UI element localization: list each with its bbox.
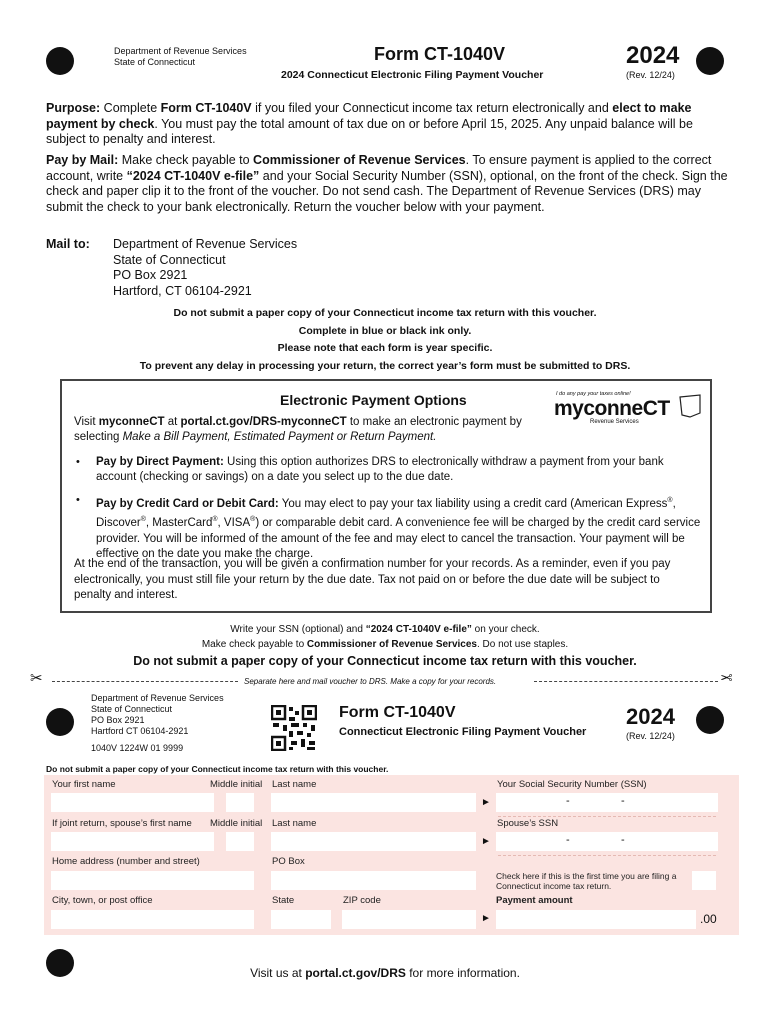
spouse-first-name-label: If joint return, spouse’s first name: [52, 818, 192, 829]
notices: [40, 305, 730, 375]
spouse-last-name-label: Last name: [272, 818, 317, 829]
pay-by-mail-label: Pay by Mail:: [46, 153, 119, 167]
arrow-icon: ►: [481, 797, 491, 808]
epo-end-paragraph: At the end of the transaction, you will be given a confirmation number for your records. As a reminder, even if you pay electronically, you must still file your return by the due date. Tax not paid on or before the due date will be subject to penalty and interest.: [74, 558, 671, 601]
header-dept: [114, 46, 247, 68]
cut-line-left: [52, 681, 238, 682]
registered-mark: ®: [250, 516, 256, 524]
footer-text: for more information.: [405, 966, 520, 980]
purpose-text: if you filed your Connecticut income tax return electronically and: [251, 101, 613, 115]
scissors-icon: ✂: [720, 670, 733, 687]
po-box-input[interactable]: [271, 871, 476, 890]
last-name-label: Last name: [272, 779, 317, 790]
separator-text: Separate here and mail voucher to DRS. Make a copy for your records.: [244, 677, 497, 686]
purpose-label: Purpose:: [46, 101, 101, 115]
home-address-input[interactable]: [51, 871, 254, 890]
check-note-text: . Do not use staples.: [476, 639, 569, 650]
spouse-ssn-label: Spouse’s SSN: [497, 818, 559, 829]
purpose-elect: elect to make payment by check: [46, 101, 692, 131]
mail-to-line: State of Connecticut: [113, 252, 226, 267]
form-title: Form CT-1040V: [374, 44, 506, 64]
registered-mark: ®: [667, 497, 673, 504]
epo-credit-card: [96, 493, 702, 563]
arrow-icon: ►: [481, 913, 491, 924]
punch-dot-voucher-left: [46, 708, 74, 736]
voucher-address-line: PO Box 2921: [91, 715, 145, 725]
bullet-dot: •: [76, 494, 80, 506]
ssn-label: Your Social Security Number (SSN): [497, 779, 647, 790]
credit-card-text: , Discover: [96, 497, 676, 530]
epo-options: Make a Bill Payment, Estimated Payment or Return Payment.: [122, 431, 437, 443]
pay-by-mail-text: Make check payable to: [118, 153, 254, 167]
payment-amount-label: Payment amount: [496, 895, 573, 906]
mail-to-address: [113, 237, 297, 299]
mail-to-label: Mail to:: [46, 237, 90, 251]
punch-dot-top-right: [696, 47, 724, 75]
purpose-paragraph: [46, 101, 728, 148]
spouse-first-name-input[interactable]: [51, 832, 214, 851]
registered-mark: ®: [212, 516, 218, 524]
mail-to-line: Hartford, CT 06104-2921: [113, 283, 252, 298]
credit-card-label: Pay by Credit Card or Debit Card:: [96, 497, 279, 510]
first-time-checkbox[interactable]: [692, 871, 716, 890]
bullet-dot: •: [76, 456, 80, 468]
notice-correct-year: To prevent any delay in processing your return, the correct year’s form must be submitted to DRS.: [139, 359, 631, 372]
scissors-icon: ✂: [30, 670, 43, 687]
direct-payment-label: Pay by Direct Payment:: [96, 456, 224, 468]
pay-by-mail-text: . To ensure payment is applied to the correct account, write: [46, 153, 712, 183]
mail-to-line: PO Box 2921: [113, 268, 188, 282]
form-subtitle: 2024 Connecticut Electronic Filing Payment Voucher: [281, 69, 544, 81]
voucher-rev: (Rev. 12/24): [626, 731, 675, 741]
state-input[interactable]: [271, 910, 331, 929]
electronic-payment-options-box: [60, 379, 712, 613]
myconnect-logo: [554, 391, 704, 427]
middle-initial-input[interactable]: [226, 793, 254, 812]
punch-dot-top-left: [46, 47, 74, 75]
epo-title: Electronic Payment Options: [280, 392, 467, 408]
zip-input[interactable]: [342, 910, 476, 929]
voucher-subtitle: Connecticut Electronic Filing Payment Voucher: [339, 726, 587, 738]
mail-to-line: Department of Revenue Services: [113, 237, 298, 251]
check-note-text: Write your SSN (optional) and: [230, 624, 366, 635]
city-input[interactable]: [51, 910, 254, 929]
po-box-label: PO Box: [272, 856, 305, 867]
check-note-text: Make check payable to: [201, 639, 307, 650]
voucher-address: [91, 693, 224, 737]
middle-initial-label: Middle initial: [210, 779, 263, 790]
logo-tagline: I do any pay your taxes online!: [556, 391, 631, 397]
footer-text: Visit us at: [250, 966, 306, 980]
efile-note: “2024 CT-1040V e-file”: [126, 168, 260, 183]
voucher-address-line: Department of Revenue Services: [91, 693, 224, 703]
city-label: City, town, or post office: [52, 895, 153, 906]
epo-myconnect: myconneCT: [98, 416, 165, 428]
purpose-text: Complete: [100, 101, 161, 115]
pay-by-mail-text: and your Social Security Number (SSN), optional, on the front of the check. Sign the check and paper clip it to the front of the voucher. Do not send cash. The Department of Revenue Services (DRS) may submit the check to your bank electronically. Return the voucher below with your payment.: [46, 168, 728, 214]
epo-portal-link[interactable]: portal.ct.gov/DRS-myconneCT: [180, 416, 347, 428]
state-label: State: [272, 895, 295, 906]
logo-subtitle: Revenue Services: [590, 419, 639, 425]
check-note-payable: [40, 639, 730, 650]
first-name-label: Your first name: [52, 779, 116, 790]
spouse-last-name-input[interactable]: [271, 832, 476, 851]
spouse-middle-initial-input[interactable]: [226, 832, 254, 851]
epo-intro-text: Visit: [74, 416, 99, 428]
zip-label: ZIP code: [343, 895, 381, 906]
registered-mark: ®: [140, 516, 146, 524]
check-note-no-paper: Do not submit a paper copy of your Connecticut income tax return with this voucher.: [133, 654, 637, 668]
notice-year-specific: Please note that each form is year specific.: [277, 342, 493, 354]
ssn-dash: -: [621, 795, 625, 807]
epo-intro-text: to make an electronic payment by selecting: [74, 416, 522, 443]
home-address-label: Home address (number and street): [52, 856, 200, 867]
credit-card-text: , VISA: [217, 517, 251, 530]
purpose-text: . You must pay the total amount of tax due on or before April 15, 2025. Any unpaid balance will be subject to penalty and interest.: [46, 116, 693, 146]
punch-dot-voucher-right: [696, 706, 724, 734]
purpose-form-name: Form CT-1040V: [160, 101, 252, 115]
voucher-title: Form CT-1040V: [339, 704, 456, 721]
notice-ink: Complete in blue or black ink only.: [298, 324, 472, 337]
credit-card-text: You may elect to pay your tax liability using a credit card (American Express: [278, 497, 668, 510]
epo-intro: [74, 415, 542, 445]
header-dept-line: Department of Revenue Services: [114, 46, 247, 56]
qr-code-icon: [271, 705, 317, 751]
ssn-dash: -: [566, 834, 570, 846]
ssn-dash: -: [566, 795, 570, 807]
check-note-efile: “2024 CT-1040V e-file”: [365, 624, 472, 635]
last-name-input[interactable]: [271, 793, 476, 812]
connecticut-state-icon: [678, 393, 702, 419]
first-time-label: Check here if this is the first time you are filing a Connecticut income tax return.: [496, 871, 677, 891]
footer: [40, 966, 730, 980]
pay-by-mail-paragraph: [46, 153, 728, 215]
arrow-icon: ►: [481, 836, 491, 847]
voucher-address-line: State of Connecticut: [91, 704, 173, 714]
check-note-ssn: [40, 624, 730, 635]
epo-direct-payment: [96, 455, 702, 485]
ssn-dash: -: [621, 834, 625, 846]
check-note-payee: Commissioner of Revenue Services: [306, 639, 477, 650]
ssn-digit-guides: [498, 815, 716, 817]
payee-name: Commissioner of Revenue Services: [253, 153, 466, 167]
voucher-notice: Do not submit a paper copy of your Connecticut income tax return with this voucher.: [46, 764, 389, 774]
cut-line-right: [534, 681, 718, 682]
logo-wordmark: myconneCT: [554, 397, 670, 420]
epo-intro-text: at: [164, 416, 181, 428]
notice-no-paper-copy: Do not submit a paper copy of your Connecticut income tax return with this voucher.: [173, 307, 597, 319]
voucher-code: 1040V 1224W 01 9999: [91, 743, 184, 753]
credit-card-text: , MasterCard: [145, 517, 213, 530]
footer-link[interactable]: portal.ct.gov/DRS: [305, 966, 406, 980]
ssn-input[interactable]: [496, 793, 718, 812]
credit-card-text: ) or comparable debit card. A convenience fee will be charged by the credit card service provider. You will be informed of the amount of the fee and may elect to cancel the transaction. Your payment will be effective on the date you make the charge.: [96, 517, 701, 561]
first-name-input[interactable]: [51, 793, 214, 812]
direct-payment-text: Using this option authorizes DRS to electronically withdraw a payment from your bank account (checking or savings) on a date you select up to the due date.: [96, 456, 664, 483]
form-rev: (Rev. 12/24): [626, 70, 675, 80]
payment-cents: .00: [700, 912, 717, 926]
spouse-ssn-input[interactable]: [496, 832, 718, 851]
voucher-address-line: Hartford CT 06104-2921: [91, 726, 189, 736]
header-state-line: State of Connecticut: [114, 57, 196, 67]
check-note-text: on your check.: [471, 624, 540, 635]
spouse-middle-initial-label: Middle initial: [210, 818, 263, 829]
payment-amount-input[interactable]: [496, 910, 696, 929]
ssn-digit-guides: [498, 854, 716, 856]
voucher-year: 2024: [626, 704, 675, 729]
form-year: 2024: [626, 42, 680, 69]
